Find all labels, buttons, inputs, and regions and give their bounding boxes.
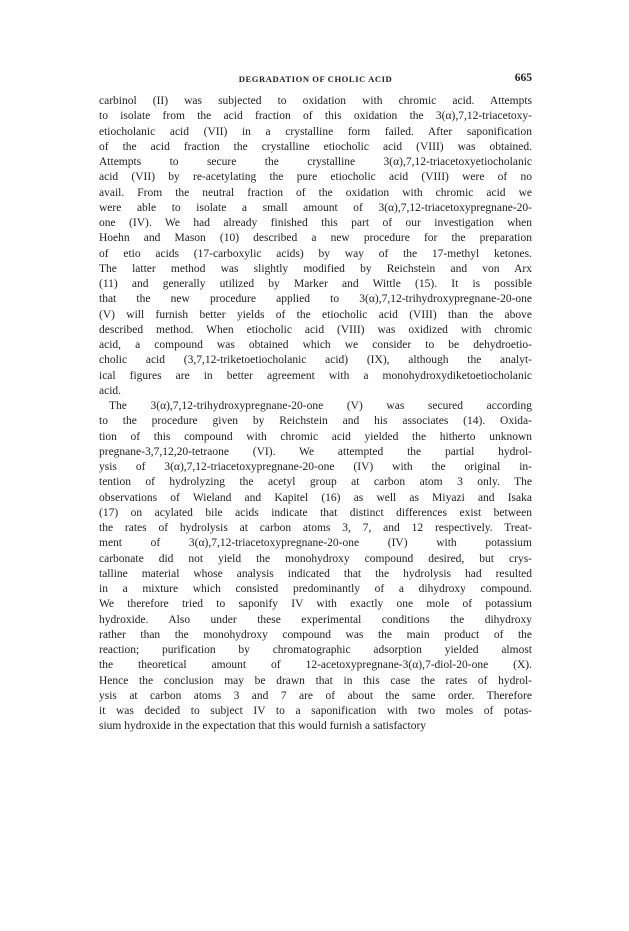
- text-line: Attempts to secure the crystalline 3(α),7,12-triacetoxyetiocholanic: [99, 156, 532, 168]
- text-line: sium hydroxide in the expectation that this would furnish a satisfactory: [99, 720, 427, 733]
- text-line: ysis of 3(α),7,12-triacetoxypregnane-20-one (IV) with the original in-: [99, 461, 532, 473]
- text-line: in a mixture which consisted predominantly of a dihydroxy compound.: [99, 583, 532, 595]
- text-line: ical figures are in better agreement with a monohydroxydiketoetiocholanic: [99, 369, 532, 382]
- text-line: one (IV). We had already finished this part of our investigation when: [99, 217, 532, 229]
- text-line: the rates of hydrolysis at carbon atoms 3, 7, and 12 respectively. Treat-: [99, 522, 532, 534]
- text-line: of etio acids (17-carboxylic acids) by way of the 17-methyl ketones.: [99, 247, 532, 260]
- running-title: DEGRADATION OF CHOLIC ACID: [238, 74, 393, 84]
- text-line: The 3(α),7,12-trihydroxypregnane-20-one (V) was secured according: [109, 400, 532, 412]
- text-line: (11) and generally utilized by Marker and Wittle (15). It is possible: [99, 278, 532, 290]
- document-page: [99, 72, 532, 735]
- text-line: acid (VII) by re-acetylating the pure etiocholic acid (VIII) were of no: [99, 171, 532, 184]
- text-line: carbinol (II) was subjected to oxidation with chromic acid. Attempts: [99, 95, 532, 107]
- text-line: carbonate did not yield the monohydroxy compound desired, but crys-: [99, 552, 532, 565]
- paragraph: [99, 399, 532, 735]
- paragraph: [99, 94, 532, 399]
- text-line: talline material whose analysis indicated that the hydrolysis had resulted: [99, 567, 532, 580]
- text-line: acid, a compound was obtained which we consider to be dehydroetio-: [99, 339, 532, 351]
- text-line: acid.: [99, 384, 122, 397]
- text-line: reaction; purification by chromatographic adsorption yielded almost: [99, 644, 532, 656]
- text-line: it was decided to subject IV to a saponification with two moles of potas-: [99, 705, 532, 717]
- text-line: of the acid fraction the crystalline etiocholic acid (VIII) was obtained.: [99, 140, 532, 153]
- text-line: tion of this compound with chromic acid yielded the hitherto unknown: [99, 430, 532, 443]
- text-line: observations of Wieland and Kapitel (16) as well as Miyazi and Isaka: [99, 491, 532, 504]
- text-line: ment of 3(α),7,12-triacetoxypregnane-20-one (IV) with potassium: [99, 537, 532, 550]
- text-line: ysis at carbon atoms 3 and 7 are of about the same order. Therefore: [99, 689, 532, 702]
- text-line: the theoretical amount of 12-acetoxypregnane-3(α),7-diol-20-one (X).: [99, 659, 532, 672]
- text-line: hydroxide. Also under these experimental conditions the dihydroxy: [99, 613, 532, 626]
- text-line: cholic acid (3,7,12-triketoetiocholanic acid) (IX), although the analyt-: [99, 354, 532, 367]
- text-line: avail. From the neutral fraction of the oxidation with chromic acid we: [99, 186, 532, 199]
- text-line: etiocholanic acid (VII) in a crystalline form failed. After saponification: [99, 125, 532, 138]
- text-line: that the new procedure applied to 3(α),7,12-trihydroxypregnane-20-one: [99, 293, 532, 306]
- text-line: pregnane-3,7,12,20-tetraone (VI). We attempted the partial hydrol-: [99, 445, 532, 458]
- text-line: (V) will furnish better yields of the etiocholic acid (VIII) than the above: [99, 308, 532, 321]
- text-line: to isolate from the acid fraction of this oxidation the 3(α),7,12-triacetoxy-: [99, 110, 532, 123]
- page-number: 665: [514, 72, 532, 84]
- text-line: Hence the conclusion may be drawn that in this case the rates of hydrol-: [99, 674, 532, 687]
- text-line: to the procedure given by Reichstein and his associates (14). Oxida-: [99, 415, 532, 428]
- text-line: were able to isolate a small amount of 3(α),7,12-triacetoxypregnane-20-: [99, 201, 532, 214]
- text-line: (17) on acylated bile acids indicate that distinct differences exist between: [99, 506, 532, 519]
- text-line: rather than the monohydroxy compound was the main product of the: [99, 628, 532, 641]
- text-line: described method. When etiocholic acid (VIII) was oxidized with chromic: [99, 323, 532, 336]
- text-line: The latter method was slightly modified by Reichstein and von Arx: [99, 262, 532, 275]
- text-line: Hoehn and Mason (10) described a new procedure for the preparation: [99, 232, 532, 245]
- page-header: [99, 72, 532, 94]
- text-line: tention of hydrolyzing the acetyl group at carbon atom 3 only. The: [99, 476, 532, 489]
- body-text: [99, 94, 532, 735]
- text-line: We therefore tried to saponify IV with exactly one mole of potassium: [99, 598, 532, 611]
